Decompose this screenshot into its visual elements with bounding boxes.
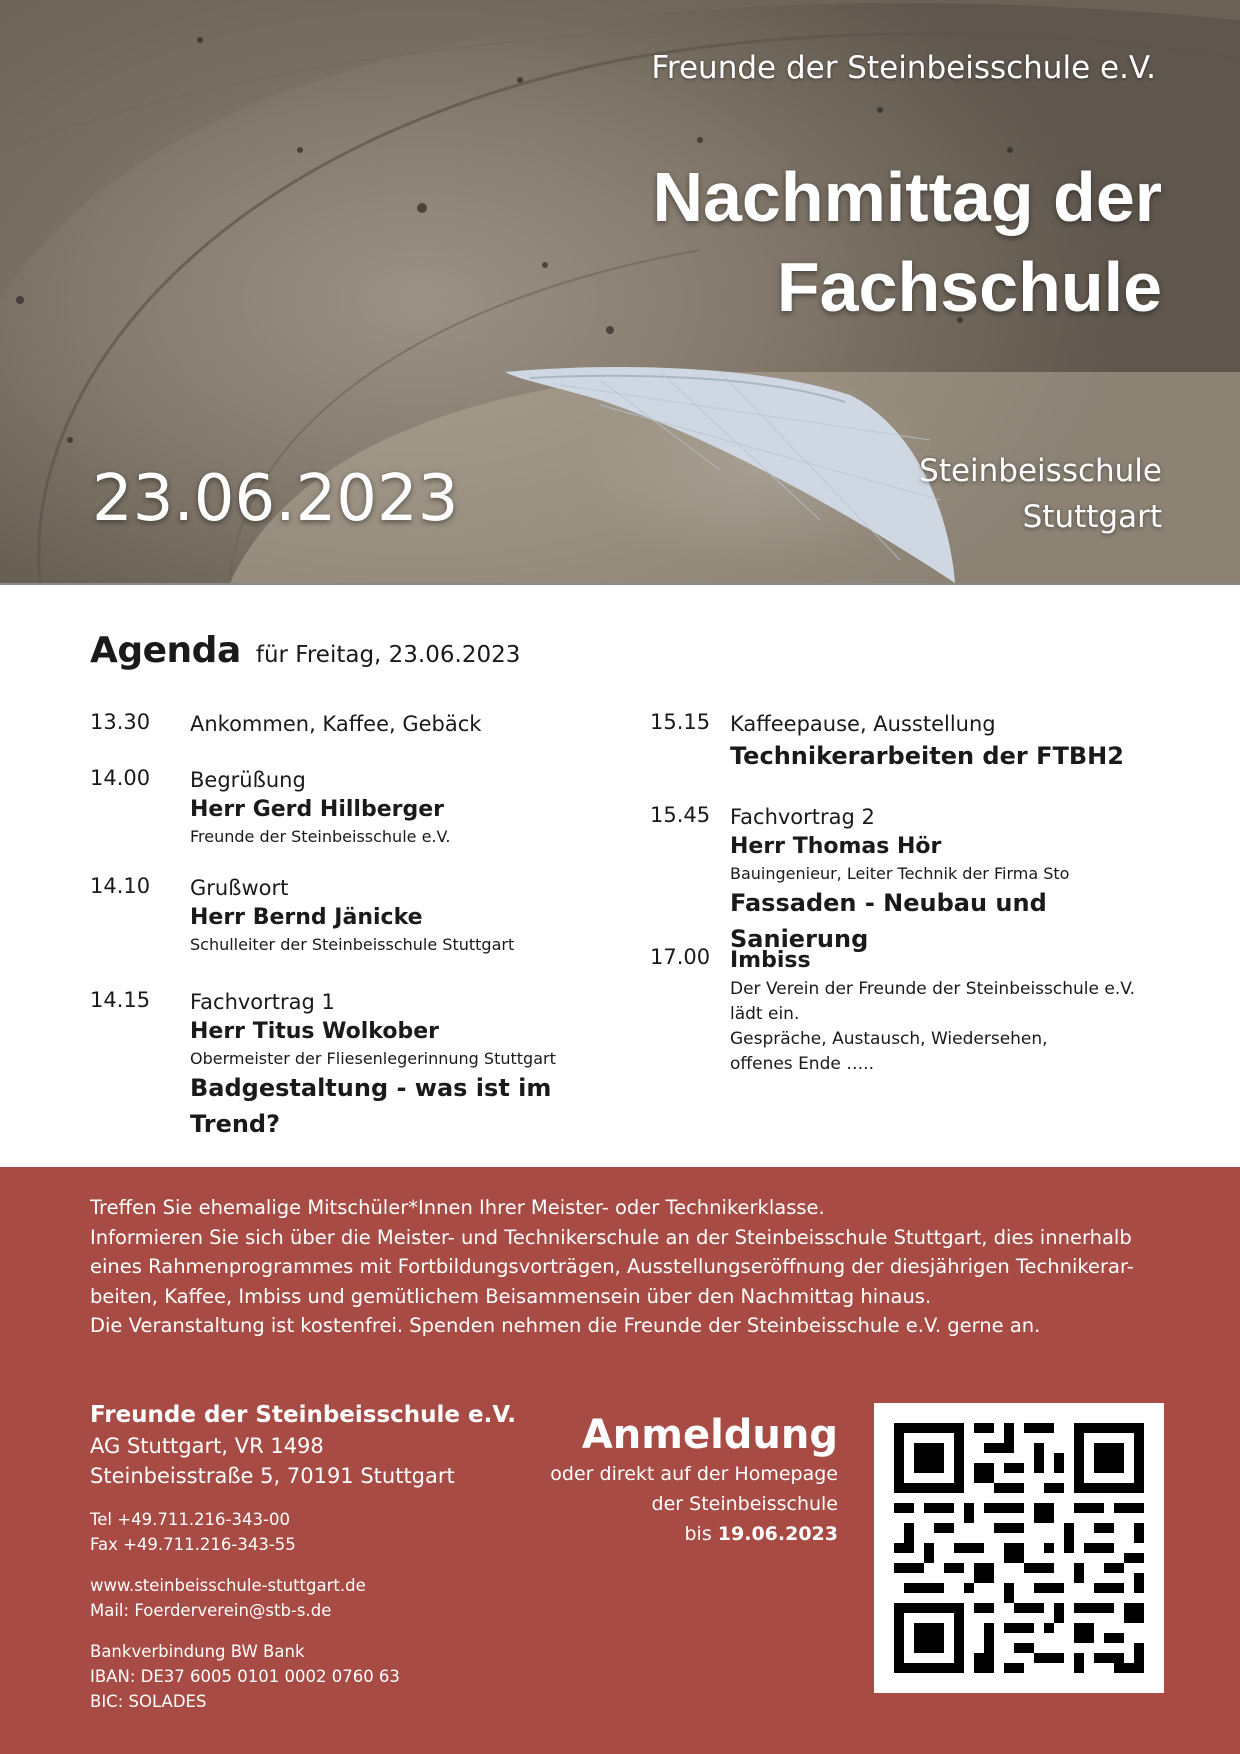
hero-organization: Freunde der Steinbeisschule e.V. bbox=[651, 50, 1156, 86]
event-title bbox=[462, 152, 1162, 332]
event-date: 23.06.2023 bbox=[92, 462, 459, 536]
qr-code-icon bbox=[874, 1403, 1164, 1693]
agenda-speaker-role: Obermeister der Fliesenlegerinnung Stuttgart bbox=[190, 1049, 556, 1068]
contact-mail-link[interactable]: Mail: Foerderverein@stb-s.de bbox=[90, 1601, 332, 1620]
agenda-speaker: Herr Gerd Hillberger bbox=[190, 797, 444, 822]
agenda-time: 14.10 bbox=[90, 874, 151, 898]
qr-code[interactable] bbox=[874, 1403, 1164, 1693]
intro-paragraph: Die Veranstaltung ist kostenfrei. Spenden nehmen die Freunde der Steinbeisschule e.V. gerne an. bbox=[90, 1314, 1041, 1337]
deadline-date: 19.06.2023 bbox=[717, 1523, 838, 1545]
registration-heading: Anmeldung bbox=[581, 1412, 838, 1458]
agenda-label: Kaffeepause, Ausstellung bbox=[730, 712, 996, 736]
event-venue bbox=[919, 448, 1162, 540]
agenda-item bbox=[90, 766, 630, 874]
agenda-label-bold: Imbiss bbox=[730, 948, 811, 973]
agenda-desc-line: Gespräche, Austausch, Wiedersehen, bbox=[730, 1029, 1048, 1049]
agenda-heading: Agenda bbox=[90, 630, 241, 671]
intro-paragraph: Treffen Sie ehemalige Mitschüler*Innen Ihrer Meister- oder Technikerklasse. bbox=[90, 1196, 825, 1219]
event-title-line-1: Nachmittag der bbox=[652, 158, 1162, 236]
agenda-label: Begrüßung bbox=[190, 768, 306, 792]
agenda-time: 15.15 bbox=[650, 710, 711, 734]
agenda-speaker-role: Bauingenieur, Leiter Technik der Firma Sto bbox=[730, 864, 1070, 883]
agenda-time: 15.45 bbox=[650, 803, 711, 827]
agenda-label: Fachvortrag 2 bbox=[730, 805, 875, 829]
hero-divider bbox=[0, 583, 1240, 585]
registration-deadline bbox=[550, 1519, 838, 1549]
agenda-time: 14.00 bbox=[90, 766, 151, 790]
agenda-time: 13.30 bbox=[90, 710, 151, 734]
agenda-desc-line: lädt ein. bbox=[730, 1004, 800, 1024]
agenda-speaker: Herr Titus Wolkober bbox=[190, 1019, 439, 1044]
contact-address: Steinbeisstraße 5, 70191 Stuttgart bbox=[90, 1464, 455, 1488]
agenda-speaker: Herr Bernd Jänicke bbox=[190, 905, 423, 930]
registration-block bbox=[550, 1411, 838, 1549]
contact-bic: BIC: SOLADES bbox=[90, 1692, 207, 1711]
contact-fax: Fax +49.711.216-343-55 bbox=[90, 1535, 296, 1554]
agenda-label: Ankommen, Kaffee, Gebäck bbox=[190, 712, 482, 736]
registration-line: der Steinbeisschule bbox=[651, 1493, 838, 1515]
agenda-time: 17.00 bbox=[650, 945, 711, 969]
agenda-topic: Technikerarbeiten der FTBH2 bbox=[730, 742, 1124, 770]
agenda-header bbox=[90, 630, 520, 671]
contact-bank: Bankverbindung BW Bank bbox=[90, 1642, 305, 1661]
footer-panel bbox=[0, 1167, 1240, 1754]
agenda-speaker-role: Schulleiter der Steinbeisschule Stuttgart bbox=[190, 935, 515, 954]
agenda-desc-line: Der Verein der Freunde der Steinbeisschule e.V. bbox=[730, 979, 1136, 999]
agenda-column-right bbox=[650, 710, 1170, 1077]
agenda-item bbox=[90, 988, 630, 1142]
agenda-item bbox=[650, 710, 1170, 803]
agenda-label: Fachvortrag 1 bbox=[190, 990, 335, 1014]
registration-line: oder direkt auf der Homepage bbox=[550, 1463, 838, 1485]
venue-line-2: Stuttgart bbox=[1022, 499, 1162, 535]
agenda-item bbox=[650, 803, 1170, 953]
contact-org: Freunde der Steinbeisschule e.V. bbox=[90, 1402, 516, 1428]
agenda-item bbox=[90, 874, 630, 988]
agenda-speaker: Herr Thomas Hör bbox=[730, 834, 942, 859]
hero-image-banner bbox=[0, 0, 1240, 583]
intro-paragraph: Informieren Sie sich über die Meister- und Technikerschule an der Steinbeisschule Stuttgart, dies innerhalb eines Rahmenprogrammes mit Fortbildungsvorträgen, Ausstellungseröffnung der diesjährigen Technikerar-beiten, Kaffee, Imbiss und gemütlichem Beisammensein über den Nachmittag hinaus. bbox=[90, 1225, 1134, 1308]
agenda-subheading: für Freitag, 23.06.2023 bbox=[255, 642, 521, 668]
intro-text bbox=[90, 1193, 1170, 1341]
agenda-time: 14.15 bbox=[90, 988, 151, 1012]
contact-iban: IBAN: DE37 6005 0101 0002 0760 63 bbox=[90, 1667, 400, 1686]
event-title-line-2: Fachschule bbox=[776, 248, 1162, 326]
deadline-prefix: bis bbox=[684, 1523, 712, 1545]
agenda-column-left bbox=[90, 710, 630, 1142]
agenda-item bbox=[90, 710, 630, 766]
agenda-topic: Fassaden - Neubau und Sanierung bbox=[730, 889, 1047, 953]
contact-register: AG Stuttgart, VR 1498 bbox=[90, 1434, 324, 1458]
contact-website-link[interactable]: www.steinbeisschule-stuttgart.de bbox=[90, 1576, 366, 1595]
agenda-speaker-role: Freunde der Steinbeisschule e.V. bbox=[190, 827, 451, 846]
agenda-desc-line: offenes Ende ….. bbox=[730, 1054, 875, 1074]
venue-line-1: Steinbeisschule bbox=[919, 453, 1162, 489]
agenda-label: Grußwort bbox=[190, 876, 289, 900]
agenda-topic: Badgestaltung - was ist im Trend? bbox=[190, 1074, 552, 1138]
contact-tel[interactable]: Tel +49.711.216-343-00 bbox=[90, 1510, 290, 1529]
agenda-item bbox=[650, 945, 1170, 1077]
contact-block bbox=[90, 1399, 516, 1714]
